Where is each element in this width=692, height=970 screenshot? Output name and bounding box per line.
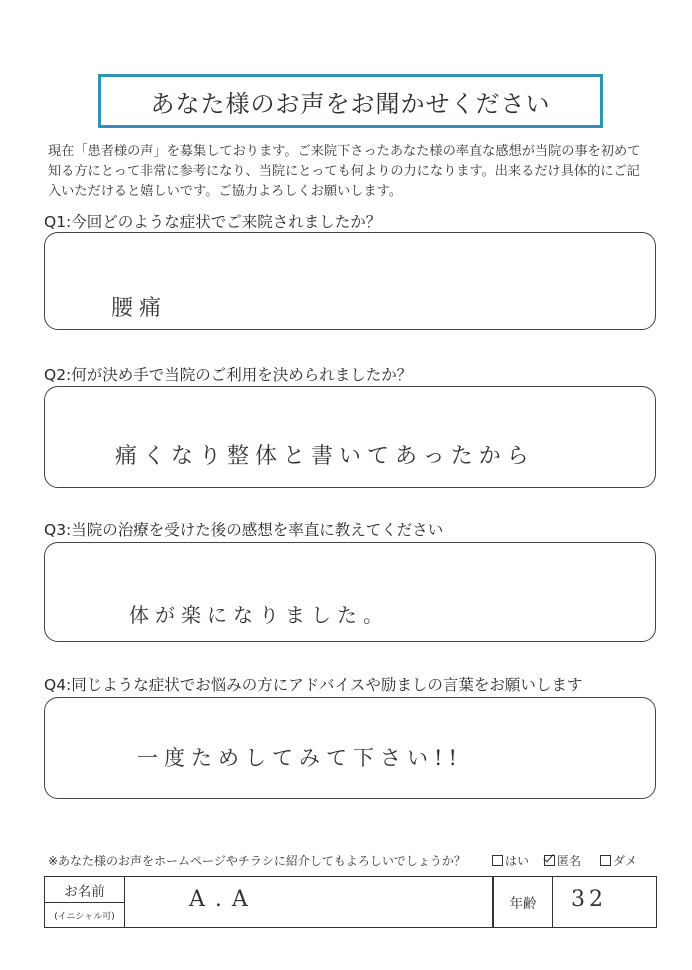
question-2-answer-box[interactable] xyxy=(44,386,656,488)
checkbox-no[interactable] xyxy=(600,855,611,866)
question-3-label: Q3:当院の治療を受けた後の感想を率直に教えてください xyxy=(44,521,444,539)
consent-option-no-label: ダメ xyxy=(613,854,638,868)
question-3-answer-box[interactable] xyxy=(44,542,656,642)
intro-text xyxy=(48,142,658,202)
question-4-label: Q4:同じような症状でお悩みの方にアドバイスや励ましの言葉をお願いします xyxy=(44,676,583,694)
name-label: お名前 xyxy=(45,877,125,903)
name-value: A.A xyxy=(189,887,258,912)
intro-line-3: 入いただけると嬉しいです。ご協力よろしくお願いします。 xyxy=(48,184,402,199)
age-label: 年齢 xyxy=(493,877,553,927)
intro-line-1: 現在「患者様の声」を募集しております。ご来院下さったあなた様の率直な感想が当院の事を初めて xyxy=(48,144,641,159)
question-3-answer: 体が楽になりました。 xyxy=(129,603,389,627)
consent-option-anonymous-label: 匿名 xyxy=(557,854,582,868)
form-title xyxy=(98,74,603,128)
info-table xyxy=(44,876,657,928)
consent-row xyxy=(48,852,658,870)
question-2-answer: 痛くなり整体と書いてあったから xyxy=(115,444,535,469)
name-sub-label: (イニシャル可) xyxy=(45,903,125,927)
consent-option-yes-label: はい xyxy=(505,854,530,868)
consent-option-yes[interactable] xyxy=(492,852,529,869)
checkbox-anonymous[interactable] xyxy=(544,855,555,866)
age-value: 32 xyxy=(571,887,607,912)
question-1-label: Q1:今回どのような症状でご来院されましたか？ xyxy=(44,213,382,231)
checkbox-yes[interactable] xyxy=(492,855,503,866)
form-title-text: あなた様のお声をお聞かせください xyxy=(150,89,551,118)
question-1-answer: 腰痛 xyxy=(111,296,168,321)
name-field[interactable] xyxy=(125,877,493,927)
age-field[interactable] xyxy=(553,877,656,927)
question-1-answer-box[interactable] xyxy=(44,232,656,330)
intro-line-2: 知る方にとって非常に参考になり、当院にとっても何よりの力になります。出来るだけ具体的にご記 xyxy=(48,164,640,179)
question-2-label: Q2:何が決め手で当院のご利用を決められましたか？ xyxy=(44,366,413,384)
question-4-answer-box[interactable] xyxy=(44,697,656,799)
consent-option-anonymous[interactable] xyxy=(544,852,581,869)
consent-question: ※あなた様のお声をホームページやチラシに紹介してもよろしいでしょうか？ xyxy=(48,854,466,868)
question-4-answer: 一度ためしてみて下さい!! xyxy=(137,746,463,770)
consent-option-no[interactable] xyxy=(600,852,637,869)
